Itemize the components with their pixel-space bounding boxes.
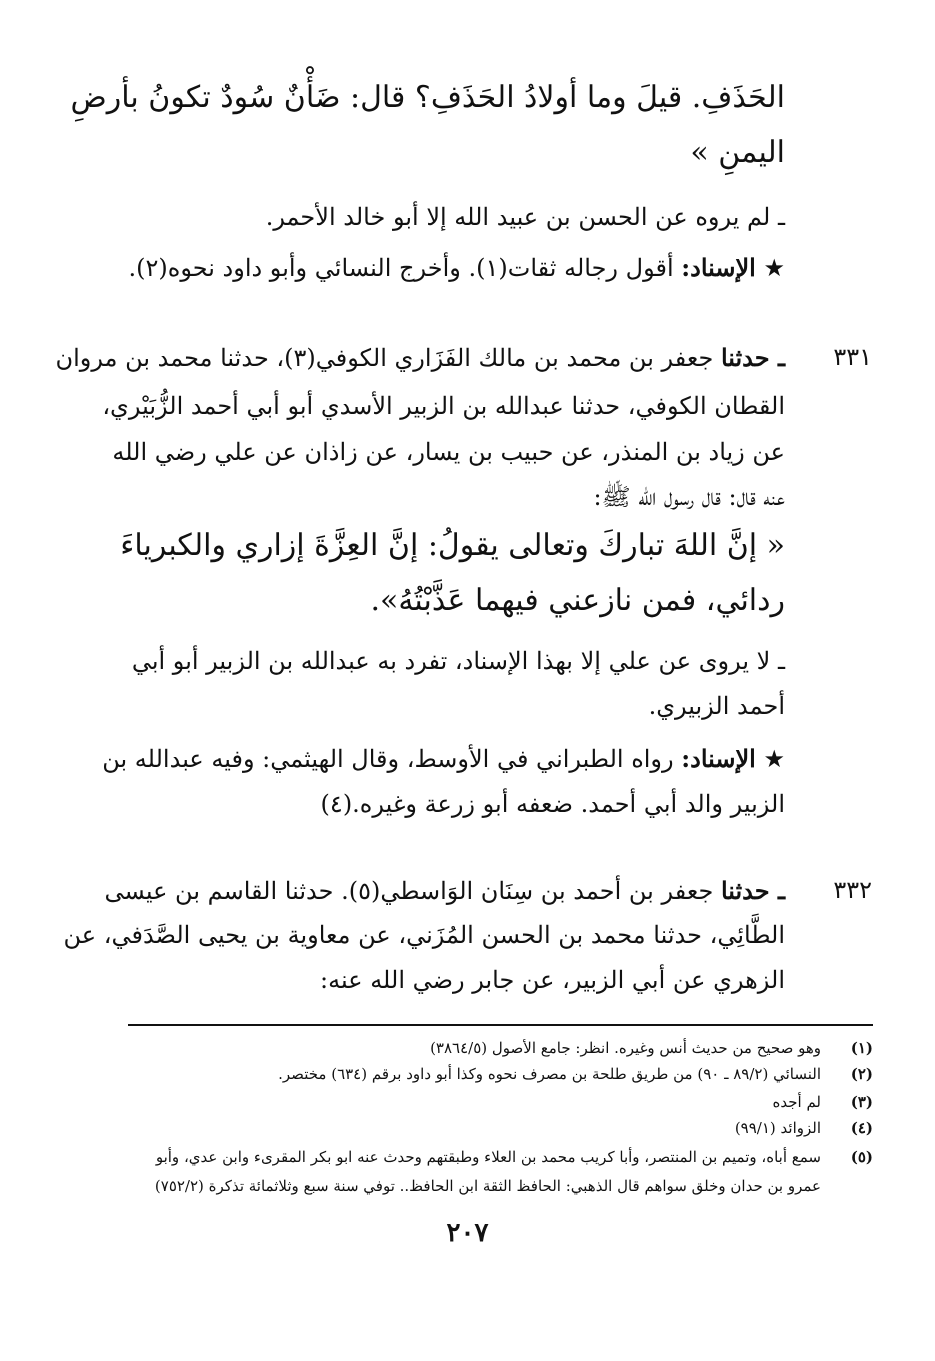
footnote-continuation: عمرو بن حدان وخلق سواهم قال الذهبي: الحافظ الثقة ابن الحافظ.. توفي سنة سبع وثلاثمائة تذكرة (٧٥٢/٢)	[154, 1177, 821, 1195]
narration-note: ـ لم يروه عن الحسن بن عبيد الله إلا أبو خالد الأحمر.	[265, 203, 785, 231]
isnad-line: الزبير والد أبي أحمد. ضعفه أبو زرعة وغيره.(٤)	[320, 790, 785, 818]
footnote-divider	[128, 1024, 873, 1026]
footnote-number: (٥)	[850, 1148, 873, 1166]
hadith-text-line: ردائي، فمن نازعني فيهما عَذَّبْتُهُ».	[370, 583, 785, 618]
quote-line: الحَذَفِ. قيلَ وما أولادُ الحَذَفِ؟ قال: ضَأْنٌ سُودٌ تكونُ بأرضِ	[70, 80, 785, 115]
hadith-chain-line	[104, 876, 785, 905]
star-icon: ★	[763, 254, 785, 282]
quote-line: اليمنِ »	[690, 135, 785, 170]
isnad-line	[129, 253, 785, 282]
hadith-chain-text: جعفر بن أحمد بن سِنَان الوَاسطي(٥). حدثنا القاسم بن عيسى	[104, 877, 714, 905]
footnote	[113, 1065, 873, 1083]
footnote-number: (١)	[850, 1039, 873, 1057]
hadith-chain-line: عنه قال: قال رسول الله ﷺ:	[593, 483, 785, 511]
footnote-number: (٢)	[850, 1065, 873, 1083]
hadith-chain-text: جعفر بن محمد بن مالك الفَزَاري الكوفي(٣)، حدثنا محمد بن مروان	[55, 344, 714, 372]
hadith-lead: ـ حدثنا	[720, 876, 785, 905]
hadith-chain-line	[55, 343, 785, 372]
isnad-label: الإسناد:	[681, 253, 756, 282]
hadith-text-line: « إنَّ اللهَ تباركَ وتعالى يقولُ: إنَّ العِزَّةَ إزاري والكبرياءَ	[120, 528, 785, 563]
footnote-text: النسائي (٨٩/٢ ـ ٩٠) من طريق طلحة بن مصرف نحوه وكذا أبو داود برقم (٦٣٤) مختصر.	[278, 1065, 821, 1083]
footnote-text: وهو صحيح من حديث أنس وغيره. انظر: جامع الأصول (٣٨٦٤/٥)	[430, 1039, 821, 1057]
footnote-text: الزوائد (٩٩/١)	[734, 1119, 821, 1137]
isnad-label: الإسناد:	[681, 744, 756, 773]
hadith-chain-line: القطان الكوفي، حدثنا عبدالله بن الزبير الأسدي أبو أبي أحمد الزُّبَيْري،	[102, 392, 785, 420]
footnote	[113, 1039, 873, 1057]
footnote	[113, 1119, 873, 1137]
footnote-number: (٣)	[850, 1093, 873, 1111]
isnad-text: رواه الطبراني في الأوسط، وقال الهيثمي: وفيه عبدالله بن	[102, 745, 674, 773]
narration-note: ـ لا يروى عن علي إلا بهذا الإسناد، تفرد به عبدالله بن الزبير أبو أبي	[131, 647, 785, 675]
footnote-number: (٤)	[850, 1119, 873, 1137]
narration-note: أحمد الزبيري.	[648, 692, 785, 720]
footnote	[113, 1093, 873, 1111]
hadith-chain-line: عن زياد بن المنذر، عن حبيب بن يسار، عن زاذان عن علي رضي الله	[112, 438, 785, 466]
footnote-text: لم أجده	[772, 1093, 821, 1111]
hadith-chain-line: الطَّائِي، حدثنا محمد بن الحسن المُزَني، عن معاوية بن يحيى الصَّدَفي، عن	[63, 921, 785, 949]
hadith-chain-line: الزهري عن أبي الزبير، عن جابر رضي الله عنه:	[320, 966, 785, 994]
isnad-text: أقول رجاله ثقات(١). وأخرج النسائي وأبو داود نحوه(٢).	[128, 254, 674, 282]
isnad-line	[102, 744, 785, 773]
footnote	[113, 1148, 873, 1166]
footnote-text: سمع أباه، وتميم بن المنتصر، وأبا كريب محمد بن العلاء وطبقتهم وحدث عنه ابو بكر المقرىء وابن عدي، وأبو	[155, 1148, 821, 1166]
hadith-number: ٣٣٢	[833, 876, 872, 904]
star-icon: ★	[763, 745, 785, 773]
page-number: ٢٠٧	[446, 1218, 489, 1248]
hadith-lead: ـ حدثنا	[720, 343, 785, 372]
hadith-number: ٣٣١	[833, 343, 872, 371]
